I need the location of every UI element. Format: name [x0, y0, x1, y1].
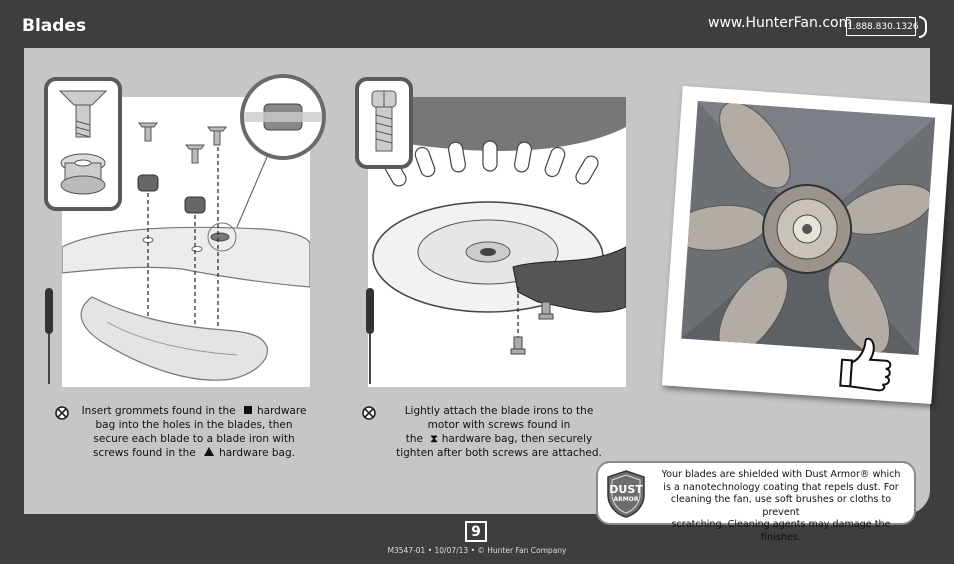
square-symbol-icon	[244, 406, 252, 414]
ceiling-fan-image	[681, 101, 935, 355]
fan-photo	[681, 101, 935, 355]
dust-armor-text	[652, 469, 910, 544]
step1-line1b: hardware	[256, 405, 307, 417]
do-not-icon	[55, 406, 69, 420]
step2-line3a: the	[405, 433, 423, 445]
step1-line1: Insert grommets found in the	[81, 405, 236, 417]
hourglass-symbol-icon: ⧗	[430, 433, 438, 445]
doc-info: M3547-01 • 10/07/13 • © Hunter Fan Company	[387, 546, 567, 555]
dust-armor-notice	[596, 461, 916, 543]
machine-screw-icon	[359, 81, 409, 165]
step2-line3b: hardware bag, then securely	[441, 433, 593, 445]
page-header	[0, 0, 954, 48]
step1-hardware-callout	[44, 77, 122, 211]
step2-hardware-callout	[355, 77, 413, 169]
website-url[interactable]: www.HunterFan.com	[708, 15, 853, 31]
dust-armor-logo-bottom: ARMOR	[613, 496, 639, 503]
step1-line3: secure each blade to a blade iron with	[93, 433, 295, 445]
grommet-zoom-icon	[244, 78, 322, 156]
screwdriver-icon-2	[361, 288, 379, 388]
fan-photo-polaroid	[662, 86, 952, 404]
dust-armor-line3: cleaning the fan, use soft brushes or cloths to prevent	[670, 494, 892, 518]
step2-instructions	[388, 404, 610, 460]
page-title: Blades	[22, 16, 87, 36]
dust-armor-line1: Your blades are shielded with Dust Armor® which	[661, 469, 901, 480]
step1-zoom-circle	[240, 74, 326, 160]
dust-armor-line2: is a nanotechnology coating that repels dust. For	[663, 481, 899, 493]
step1-line4a: screws found in the	[92, 447, 196, 459]
thumbs-up-icon	[832, 333, 896, 393]
step1-line2: bag into the holes in the blades, then	[95, 419, 293, 431]
step2-line2: motor with screws found in	[427, 419, 571, 431]
step1-line4b: hardware bag.	[219, 447, 295, 459]
phone-tab-decoration	[919, 16, 927, 38]
page-number: 9	[465, 521, 487, 542]
phone-number: 1.888.830.1326	[846, 17, 916, 36]
step1-instructions	[70, 404, 318, 460]
screwdriver-icon	[40, 288, 58, 388]
dust-armor-logo-top: DUST	[609, 483, 643, 496]
screw-grommet-icon	[48, 81, 118, 207]
step2-line4: tighten after both screws are attached.	[396, 447, 602, 459]
dust-armor-line4: scratching. Cleaning agents may damage the finishes.	[671, 519, 891, 543]
triangle-symbol-icon	[204, 447, 214, 456]
do-not-icon-2	[362, 406, 376, 420]
step2-line1: Lightly attach the blade irons to the	[404, 405, 594, 417]
